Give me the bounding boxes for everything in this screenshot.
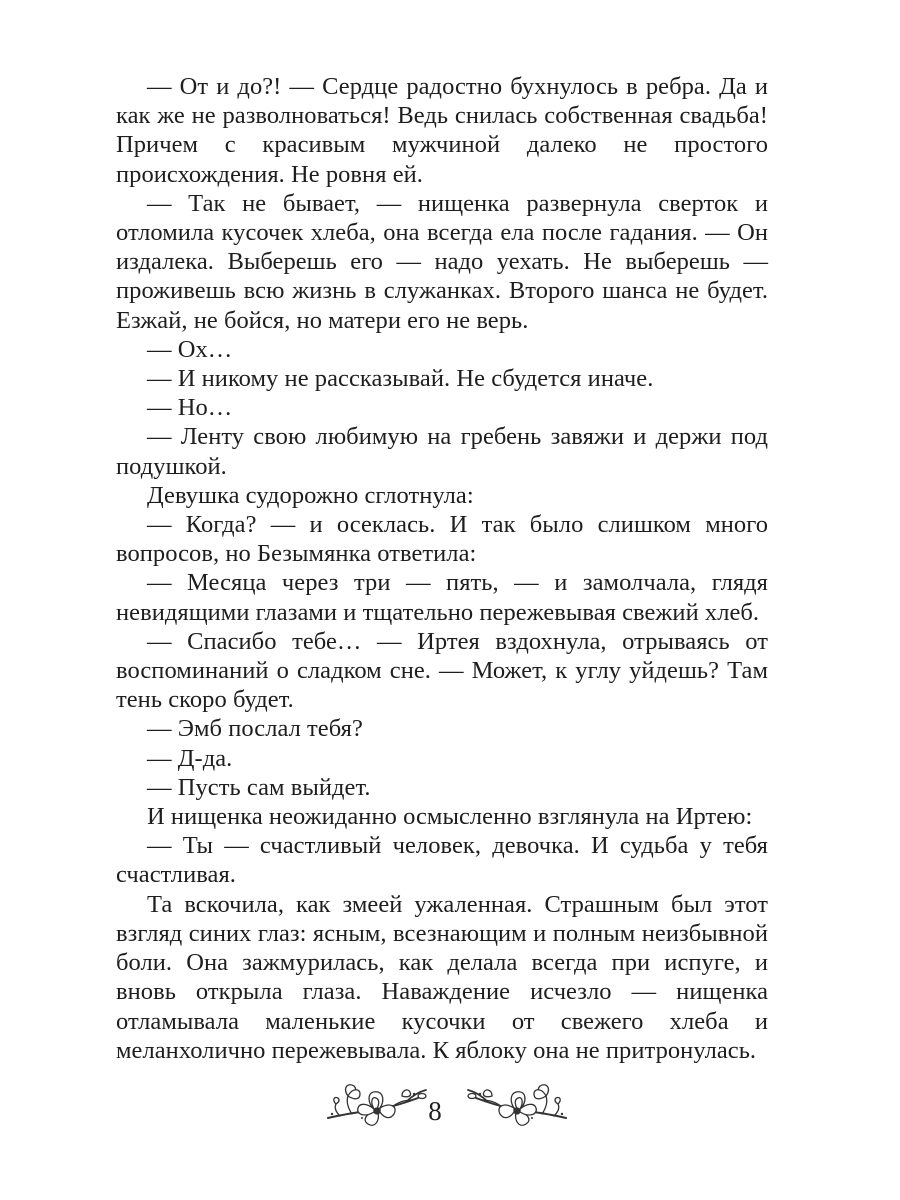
- paragraph: — Ох…: [147, 335, 233, 363]
- paragraph: — Но…: [147, 394, 233, 422]
- page-footer: [0, 1068, 900, 1148]
- page-number: 8: [428, 1096, 442, 1126]
- paragraph: — Пусть сам выйдет.: [147, 773, 371, 801]
- paragraph: И нищенка неожиданно осмысленно взглянула на Иртею:: [147, 803, 753, 831]
- body-text: [116, 72, 768, 1065]
- paragraph: — Месяца через три — пять, — и замолчала, глядя невидящими глазами и тщательно пережевывая свежий хлеб.: [116, 569, 768, 626]
- paragraph: — Когда? — и осеклась. И так было слишком много вопросов, но Безымянка ответила:: [116, 511, 768, 568]
- flower-branch-icon: [462, 1074, 572, 1142]
- paragraph: — И никому не рассказывай. Не сбудется иначе.: [147, 365, 654, 393]
- paragraph: Девушка судорожно сглотнула:: [147, 481, 474, 509]
- paragraph: — Так не бывает, — нищенка развернула сверток и отломила кусочек хлеба, она всегда ела после гадания. — Он издалека. Выберешь его — надо уехать. Не выберешь — проживешь всю жизнь в служанках. Второго шанса не будет. Езжай, не бойся, но матери его не верь.: [116, 189, 768, 334]
- paragraph: — Ты — счастливый человек, девочка. И судьба у тебя счастливая.: [116, 832, 768, 889]
- paragraph: — Спасибо тебе… — Иртея вздохнула, отрываясь от воспоминаний о сладком сне. — Может, к углу уйдешь? Там тень скоро будет.: [116, 627, 768, 714]
- paragraph: — Ленту свою любимую на гребень завяжи и держи под подушкой.: [116, 423, 768, 480]
- paragraph: Та вскочила, как змеей ужаленная. Страшным был этот взгляд синих глаз: ясным, всезнающим и полным неизбывной боли. Она зажмурилась, как делала всегда при испуге, и вновь открыла глаза. Наваждение исчезло — нищенка отламывала маленькие кусочки от свежего хлеба и меланхолично пережевывала. К яблоку она не притронулась.: [116, 890, 768, 1064]
- paragraph: — Д-да.: [147, 744, 233, 772]
- paragraph: — От и до?! — Сердце радостно бухнулось в ребра. Да и как же не разволноваться! Ведь снилась собственная свадьба! Причем с красивым мужчиной далеко не простого происхождения. Не ровня ей.: [116, 73, 768, 188]
- flower-branch-icon: [322, 1074, 432, 1142]
- paragraph: — Эмб послал тебя?: [147, 715, 363, 743]
